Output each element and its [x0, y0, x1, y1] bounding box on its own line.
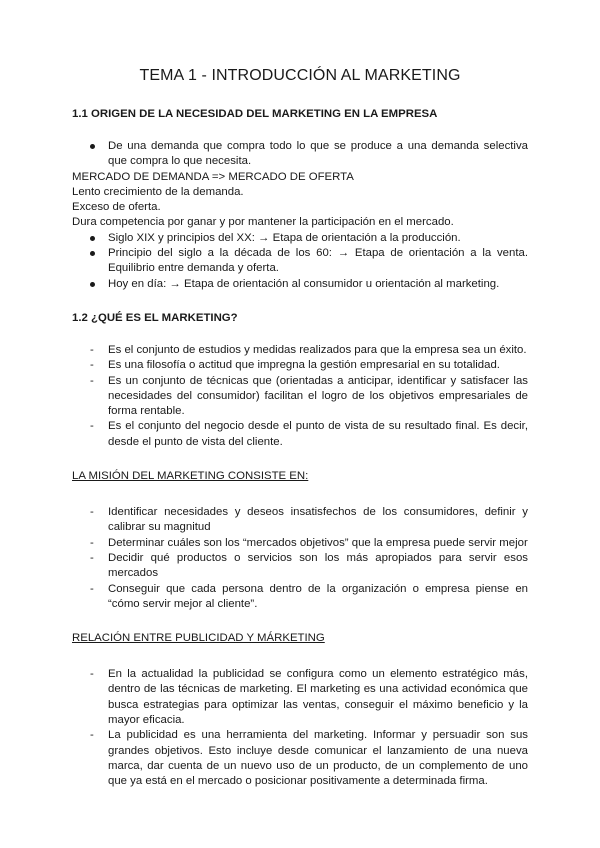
- page-title: TEMA 1 - INTRODUCCIÓN AL MARKETING: [139, 67, 461, 84]
- dash-list-que-es: [72, 343, 528, 450]
- list-item: Es el conjunto de estudios y medidas realizados para que la empresa sea un éxito.: [108, 343, 527, 356]
- dash-list-relacion: [72, 667, 528, 789]
- list-item: Es el conjunto del negocio desde el punto de vista de su resultado final. Es decir, desde el punto de vista del cliente.: [108, 420, 528, 448]
- text-line: Exceso de oferta.: [72, 201, 161, 214]
- bullet-list-demanda: [72, 139, 528, 170]
- list-item: Es un conjunto de técnicas que (orientadas a anticipar, identificar y satisfacer las necesidades del consumidor) facilitan el logro de los objetivos empresariales de forma rentable.: [108, 374, 528, 418]
- plain-lines: [72, 170, 528, 231]
- list-item: Determinar cuáles son los “mercados objetivos” que la empresa puede servir mejor: [108, 536, 528, 549]
- section-heading-mision: LA MISIÓN DEL MARKETING CONSISTE EN:: [72, 470, 309, 483]
- section-origen: [72, 107, 528, 292]
- list-item: Es una filosofía o actitud que impregna la gestión empresarial en su totalidad.: [108, 359, 500, 372]
- section-mision: [72, 469, 528, 612]
- list-item: Identificar necesidades y deseos insatisfechos de los consumidores, definir y calibrar su magnitud: [108, 506, 528, 534]
- list-item: Decidir qué productos o servicios son los más apropiados para servir esos mercados: [108, 551, 528, 580]
- section-heading-relacion: RELACIÓN ENTRE PUBLICIDAD Y MÁRKETING: [72, 632, 325, 645]
- dash-list-mision: [72, 505, 528, 612]
- list-item: Principio del siglo a la década de los 60: → Etapa de orientación a la venta. Equilibrio entre demanda y oferta.: [108, 247, 528, 275]
- text-line: Lento crecimiento de la demanda.: [72, 185, 244, 198]
- text-line: MERCADO DE DEMANDA => MERCADO DE OFERTA: [72, 170, 354, 183]
- list-item: Conseguir que cada persona dentro de la organización o empresa piense en “cómo servir mejor al cliente”.: [108, 582, 528, 610]
- section-heading-que-es: 1.2 ¿QUÉ ES EL MARKETING?: [72, 311, 238, 324]
- document-page: [72, 66, 528, 790]
- text-line: Dura competencia por ganar y por mantener la participación en el mercado.: [72, 216, 454, 229]
- list-item: De una demanda que compra todo lo que se produce a una demanda selectiva que compra lo que necesita.: [108, 140, 528, 168]
- section-que-es: [72, 311, 528, 450]
- list-item: Siglo XIX y principios del XX: → Etapa de orientación a la producción.: [108, 231, 461, 244]
- list-item: La publicidad es una herramienta del marketing. Informar y persuadir son sus grandes objetivos. Esto incluye desde comunicar el lanzamiento de una nueva marca, dar cuenta de un nuevo uso de un producto, de un complemento de uno que ya está en el mercado o posicionar positivamente a determinada firma.: [108, 729, 528, 788]
- bullet-list-etapas: [72, 231, 528, 292]
- section-heading-origen: 1.1 ORIGEN DE LA NECESIDAD DEL MARKETING EN LA EMPRESA: [72, 108, 438, 120]
- list-item: En la actualidad la publicidad se configura como un elemento estratégico más, dentro de las técnicas de marketing. El marketing es una actividad económica que busca estrategias para optimizar las ventas, conseguir el máximo beneficio y la mayor eficacia.: [108, 668, 528, 727]
- section-relacion: [72, 631, 528, 789]
- list-item: Hoy en día: → Etapa de orientación al consumidor u orientación al marketing.: [108, 277, 500, 290]
